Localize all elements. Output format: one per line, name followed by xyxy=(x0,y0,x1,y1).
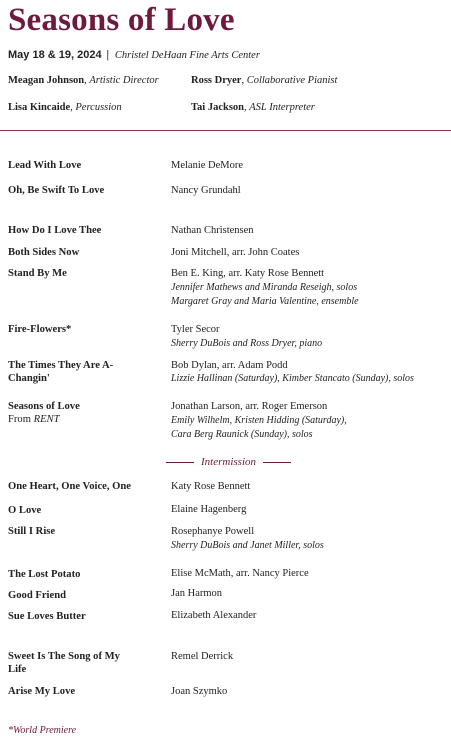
piece-title: Sweet Is The Song of My Life xyxy=(8,651,120,675)
piece-title: Good Friend xyxy=(8,590,66,601)
performer-note: Margaret Gray and Maria Valentine, ensemble xyxy=(171,295,359,307)
piece-subtitle: From RENT xyxy=(8,414,60,425)
personnel-role: Collaborative Pianist xyxy=(246,75,338,86)
venue: Christel DeHaan Fine Arts Center xyxy=(114,50,260,61)
piece-title: Still I Rise xyxy=(8,526,56,537)
piece-credit: Joan Szymko xyxy=(171,686,228,697)
piece-credit: Ben E. King, arr. Katy Rose Bennett Jennifer Mathews and Miranda Reseigh, solos Margaret Gray and Maria Valentine, ensemble xyxy=(171,267,446,309)
header-divider xyxy=(0,130,451,131)
piece-credit: Remel Derrick xyxy=(171,651,234,662)
divider-line xyxy=(263,462,291,463)
piece-title: Arise My Love xyxy=(8,686,76,697)
work-name: RENT xyxy=(33,414,60,425)
piece-credit: Jan Harmon xyxy=(171,588,223,599)
performer-note: Lizzie Hallinan (Saturday), Kimber Stancato (Sunday), solos xyxy=(171,372,414,384)
piece-title: O Love xyxy=(8,505,42,516)
intermission-label: Intermission xyxy=(201,456,256,468)
piece-title: Sue Loves Butter xyxy=(8,611,86,622)
world-premiere-footnote: *World Premiere xyxy=(8,725,77,736)
piece-credit: Nancy Grundahl xyxy=(171,185,241,196)
piece-credit: Katy Rose Bennett xyxy=(171,481,251,492)
piece-credit: Tyler Secor Sherry DuBois and Ross Dryer, piano xyxy=(171,323,446,351)
piece-title: How Do I Love Thee xyxy=(8,225,102,236)
personnel-name: Meagan Johnson xyxy=(8,75,85,86)
piece-credit: Melanie DeMore xyxy=(171,160,244,171)
piece-title: Lead With Love xyxy=(8,160,82,171)
performer-note: Sherry DuBois and Janet Miller, solos xyxy=(171,539,324,551)
concert-date: May 18 & 19, 2024 xyxy=(8,49,102,61)
performer-note: Emily Wilhelm, Kristen Hidding (Saturday), xyxy=(171,414,347,426)
piece-title: One Heart, One Voice, One xyxy=(8,481,131,492)
personnel-percussion: Lisa Kincaide, Percussion xyxy=(8,102,122,113)
piece-title: Seasons of Love xyxy=(8,401,80,412)
personnel-name: Tai Jackson xyxy=(191,102,245,113)
piece-title: The Lost Potato xyxy=(8,569,81,580)
personnel-name: Lisa Kincaide xyxy=(8,102,71,113)
personnel-role: Percussion xyxy=(75,102,122,113)
personnel-asl-interpreter: Tai Jackson, ASL Interpreter xyxy=(191,102,315,113)
piece-credit: Jonathan Larson, arr. Roger Emerson Emily Wilhelm, Kristen Hidding (Saturday), Cara Berg Raunick (Sunday), solos xyxy=(171,400,446,442)
piece-credit: Elise McMath, arr. Nancy Pierce xyxy=(171,568,309,579)
performer-note: Jennifer Mathews and Miranda Reseigh, solos xyxy=(171,281,358,293)
divider-line xyxy=(166,462,194,463)
piece-credit: Elizabeth Alexander xyxy=(171,610,257,621)
piece-title: Both Sides Now xyxy=(8,247,80,258)
piece-credit: Rosephanye Powell Sherry DuBois and Janet Miller, solos xyxy=(171,525,446,553)
piece-title: Stand By Me xyxy=(8,268,67,279)
performer-note: Sherry DuBois and Ross Dryer, piano xyxy=(171,337,323,349)
piece-credit: Joni Mitchell, arr. John Coates xyxy=(171,247,300,258)
concert-title: Seasons of Love xyxy=(8,2,235,38)
piece-title: Oh, Be Swift To Love xyxy=(8,185,105,196)
piece-credit: Bob Dylan, arr. Adam Podd Lizzie Hallinan (Saturday), Kimber Stancato (Sunday), solos xyxy=(171,359,446,384)
piece-credit: Elaine Hagenberg xyxy=(171,504,247,515)
personnel-role: ASL Interpreter xyxy=(249,102,315,113)
intermission-divider xyxy=(166,455,291,469)
personnel-artistic-director: Meagan Johnson, Artistic Director xyxy=(8,75,159,86)
personnel-pianist: Ross Dryer, Collaborative Pianist xyxy=(191,75,338,86)
separator: | xyxy=(106,49,109,61)
personnel-role: Artistic Director xyxy=(89,75,159,86)
personnel-name: Ross Dryer xyxy=(191,75,242,86)
piece-title-block xyxy=(8,400,166,426)
piece-title: Fire-Flowers* xyxy=(8,324,72,335)
performer-note: Cara Berg Raunick (Sunday), solos xyxy=(171,428,313,440)
piece-title: The Times They Are A-Changin' xyxy=(8,360,114,384)
date-venue-line xyxy=(8,49,260,61)
piece-credit: Nathan Christensen xyxy=(171,225,254,236)
